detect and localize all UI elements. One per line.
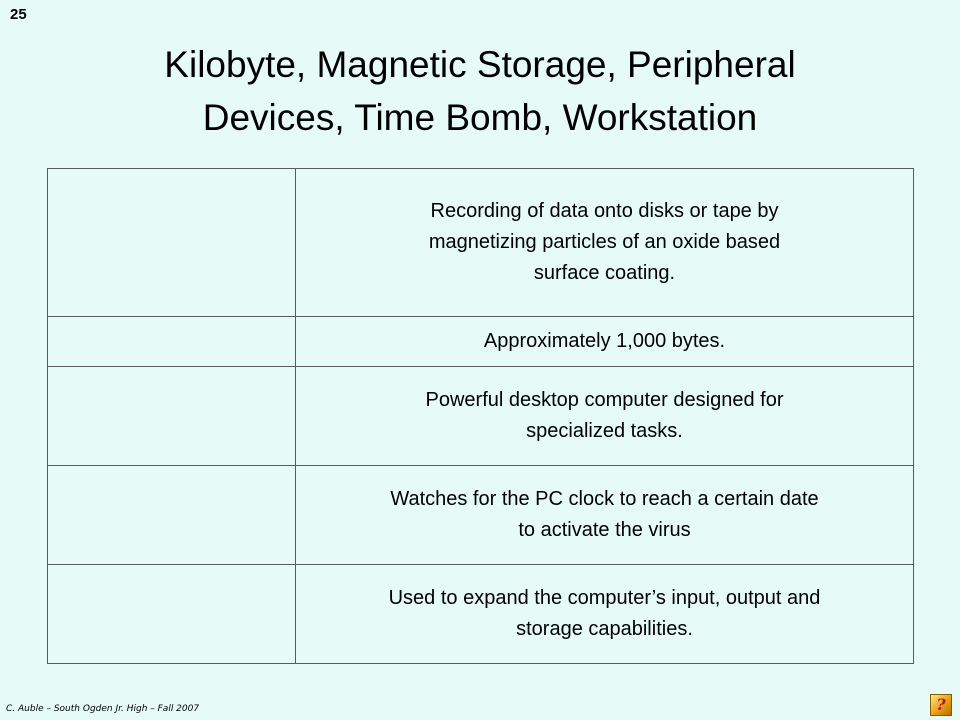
definition-cell [296,465,914,564]
definition-line: Used to expand the computer’s input, output and [388,586,821,609]
term-cell [48,169,296,317]
term-cell [48,564,296,663]
question-mark-icon: ? [936,695,946,714]
term-cell [48,366,296,465]
term-cell [48,465,296,564]
page-title [0,38,960,144]
definition-cell [296,316,914,366]
table-row [48,316,914,366]
definition-line: Recording of data onto disks or tape by [430,199,779,222]
term-cell [48,316,296,366]
definition-line: storage capabilities. [516,617,693,640]
definition-line: Approximately 1,000 bytes. [483,329,726,352]
definition-cell [296,564,914,663]
title-line-2: Devices, Time Bomb, Workstation [202,97,758,138]
definition-line: Watches for the PC clock to reach a certain date [390,487,819,510]
table-row [48,564,914,663]
help-button[interactable] [930,694,952,716]
definition-line: Powerful desktop computer designed for [425,388,784,411]
footer-credit: C. Auble – South Ogden Jr. High – Fall 2007 [6,704,200,714]
definition-table [47,168,914,664]
definition-cell [296,169,914,317]
table-row [48,366,914,465]
definition-line: magnetizing particles of an oxide based [428,230,781,253]
definition-cell [296,366,914,465]
definition-line: surface coating. [533,261,676,284]
table-row [48,169,914,317]
table-row [48,465,914,564]
definition-line: to activate the virus [518,518,691,541]
definition-line: specialized tasks. [526,419,683,442]
title-line-1: Kilobyte, Magnetic Storage, Peripheral [164,44,796,85]
slide-number: 25 [10,6,27,23]
